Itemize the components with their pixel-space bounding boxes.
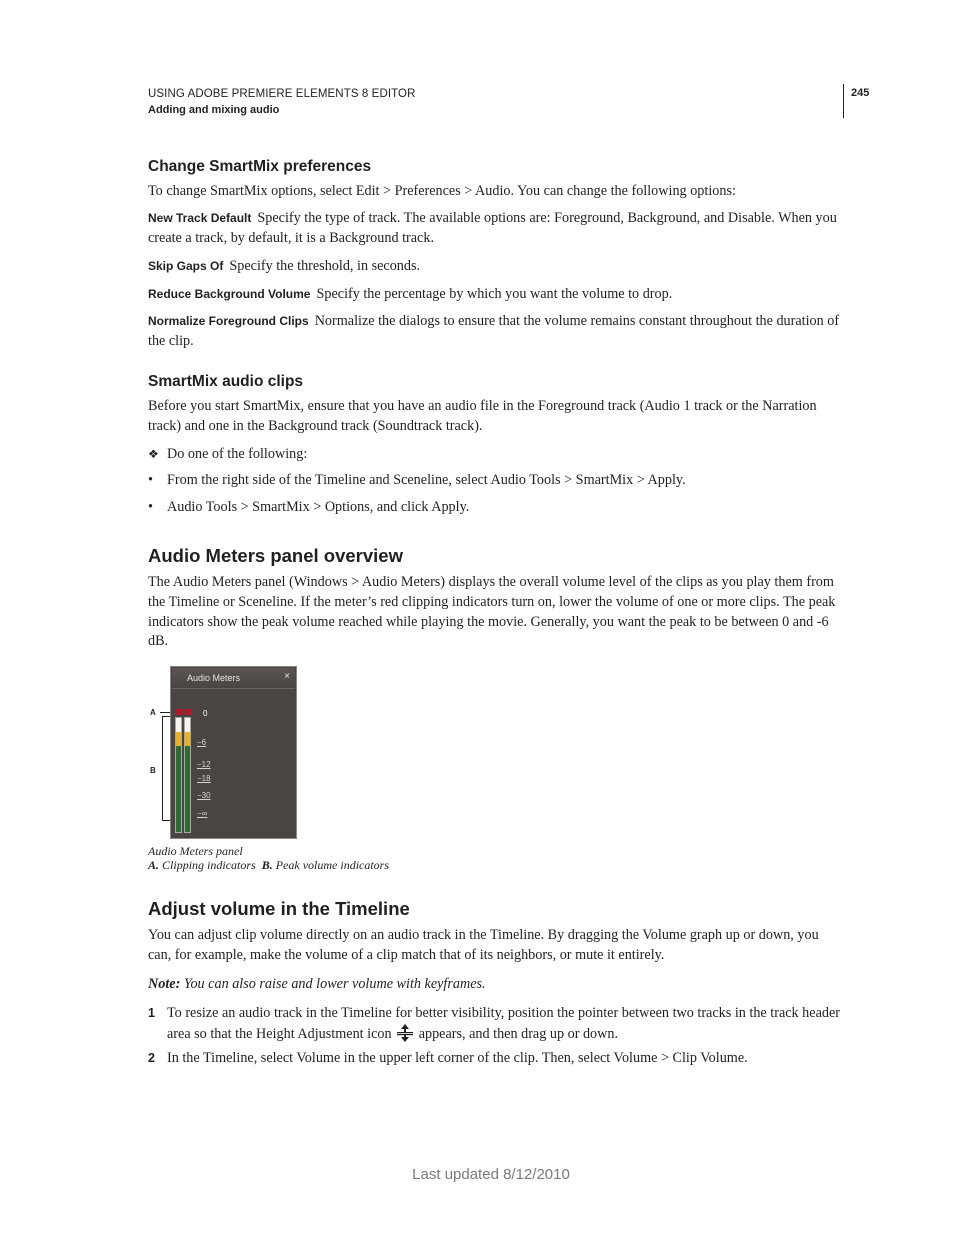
footer-last-updated [0,1166,954,1183]
figure-caption-legend [148,858,389,872]
tick-label: −6 [197,738,207,747]
tick-label: −30 [197,791,211,800]
tick-label: −18 [197,774,211,783]
bullet-item: Audio Tools > SmartMix > Options, and click Apply. [167,499,470,515]
smartmix-clips-intro: Before you start SmartMix, ensure that you have an audio file in the Foreground track (Audio 1 track or the Narration track) and one in the Background track (Soundtrack track). [148,398,817,434]
peak-segment [176,718,181,732]
yellow-segment [176,732,181,746]
option-desc: Specify the type of track. The available options are: Foreground, Background, and Disable. When you create a track, by default, it is a Background track. [148,210,837,246]
bullet-item: From the right side of the Timeline and Sceneline, select Audio Tools > SmartMix > Apply. [167,472,686,488]
peak-segment [185,718,190,732]
heading-smartmix-audio-clips: SmartMix audio clips [148,373,304,390]
running-header-section: Adding and mixing audio [148,104,280,116]
clipping-indicator-right [185,709,192,715]
caption-a-letter: A. [148,858,160,872]
adjust-volume-body: You can adjust clip volume directly on an audio track in the Timeline. By dragging the Volume graph up or down, you can, for example, make the volume of a clip match that of its neighbors, or mute it entirely. [148,927,819,963]
option-term: Skip Gaps Of [148,259,224,273]
tick-label: −∞ [197,809,208,818]
meter-channel-left [175,717,182,833]
option-term: Normalize Foreground Clips [148,314,309,328]
step-marker: ❖ [148,447,159,461]
yellow-segment [185,732,190,746]
panel-divider [172,688,295,689]
callout-b-label: B [150,766,156,775]
height-adjustment-icon [397,1024,413,1049]
note [148,975,842,995]
callout-a-label: A [150,708,156,717]
step-number: 1 [148,1006,155,1020]
option-desc: Specify the percentage by which you want the volume to drop. [316,286,673,302]
tick-label: −12 [197,760,211,769]
figure-caption-title: Audio Meters panel [148,844,243,858]
bullet-marker: • [148,472,153,488]
page-number: 245 [851,87,870,99]
panel-title: Audio Meters [187,673,241,683]
header-divider [843,84,844,118]
meter-channel-right [184,717,191,833]
heading-change-smartmix-preferences: Change SmartMix preferences [148,158,372,175]
option-term: Reduce Background Volume [148,287,311,301]
caption-a-text: Clipping indicators [162,858,256,872]
step-2-text: In the Timeline, select Volume in the upper left corner of the clip. Then, select Volume > Clip Volume. [167,1050,748,1066]
heading-adjust-volume: Adjust volume in the Timeline [148,898,410,919]
callout-b-bracket [162,716,163,820]
step-1-before: To resize an audio track in the Timeline for better visibility, position the pointer between two tracks in the track header area so that the Height Adjustment icon [167,1005,840,1042]
close-icon[interactable]: × [284,671,290,682]
bullet-marker: • [148,499,153,515]
heading-audio-meters-panel-overview: Audio Meters panel overview [148,545,403,566]
option-reduce-background-volume [148,285,842,305]
tick-label: 0 [203,709,208,718]
option-desc: Specify the threshold, in seconds. [229,258,421,274]
audio-meters-panel [170,666,297,839]
audio-meters-body: The Audio Meters panel (Windows > Audio Meters) displays the overall volume level of the clips as you play them from the Timeline or Sceneline. If the meter’s red clipping indicators turn on, lower the volume of one or more clips. The peak indicators show the peak volume reached while playing the movie. Generally, you want the peak to be between 0 and -6 dB. [148,574,836,650]
option-normalize-foreground-clips [148,312,842,352]
clipping-indicator-left [176,709,183,715]
option-new-track-default [148,209,842,249]
caption-b-letter: B. [261,858,273,872]
step-1-after: appears, and then drag up or down. [418,1025,619,1042]
step-1-text [167,1004,842,1049]
option-desc: Normalize the dialogs to ensure that the volume remains constant throughout the duration of the clip. [148,313,840,349]
footer-text: Last updated 8/12/2010 [412,1166,570,1183]
running-header-title: USING ADOBE PREMIERE ELEMENTS 8 EDITOR [148,88,416,100]
option-term: New Track Default [148,211,252,225]
note-label: Note: [148,976,181,992]
option-skip-gaps [148,257,842,277]
step-number: 2 [148,1051,155,1065]
caption-b-text: Peak volume indicators [275,858,390,872]
smartmix-prefs-intro: To change SmartMix options, select Edit > Preferences > Audio. You can change the following options: [148,183,736,199]
panel-header [172,668,295,688]
step-text: Do one of the following: [167,446,308,462]
note-text: You can also raise and lower volume with keyframes. [183,976,486,992]
